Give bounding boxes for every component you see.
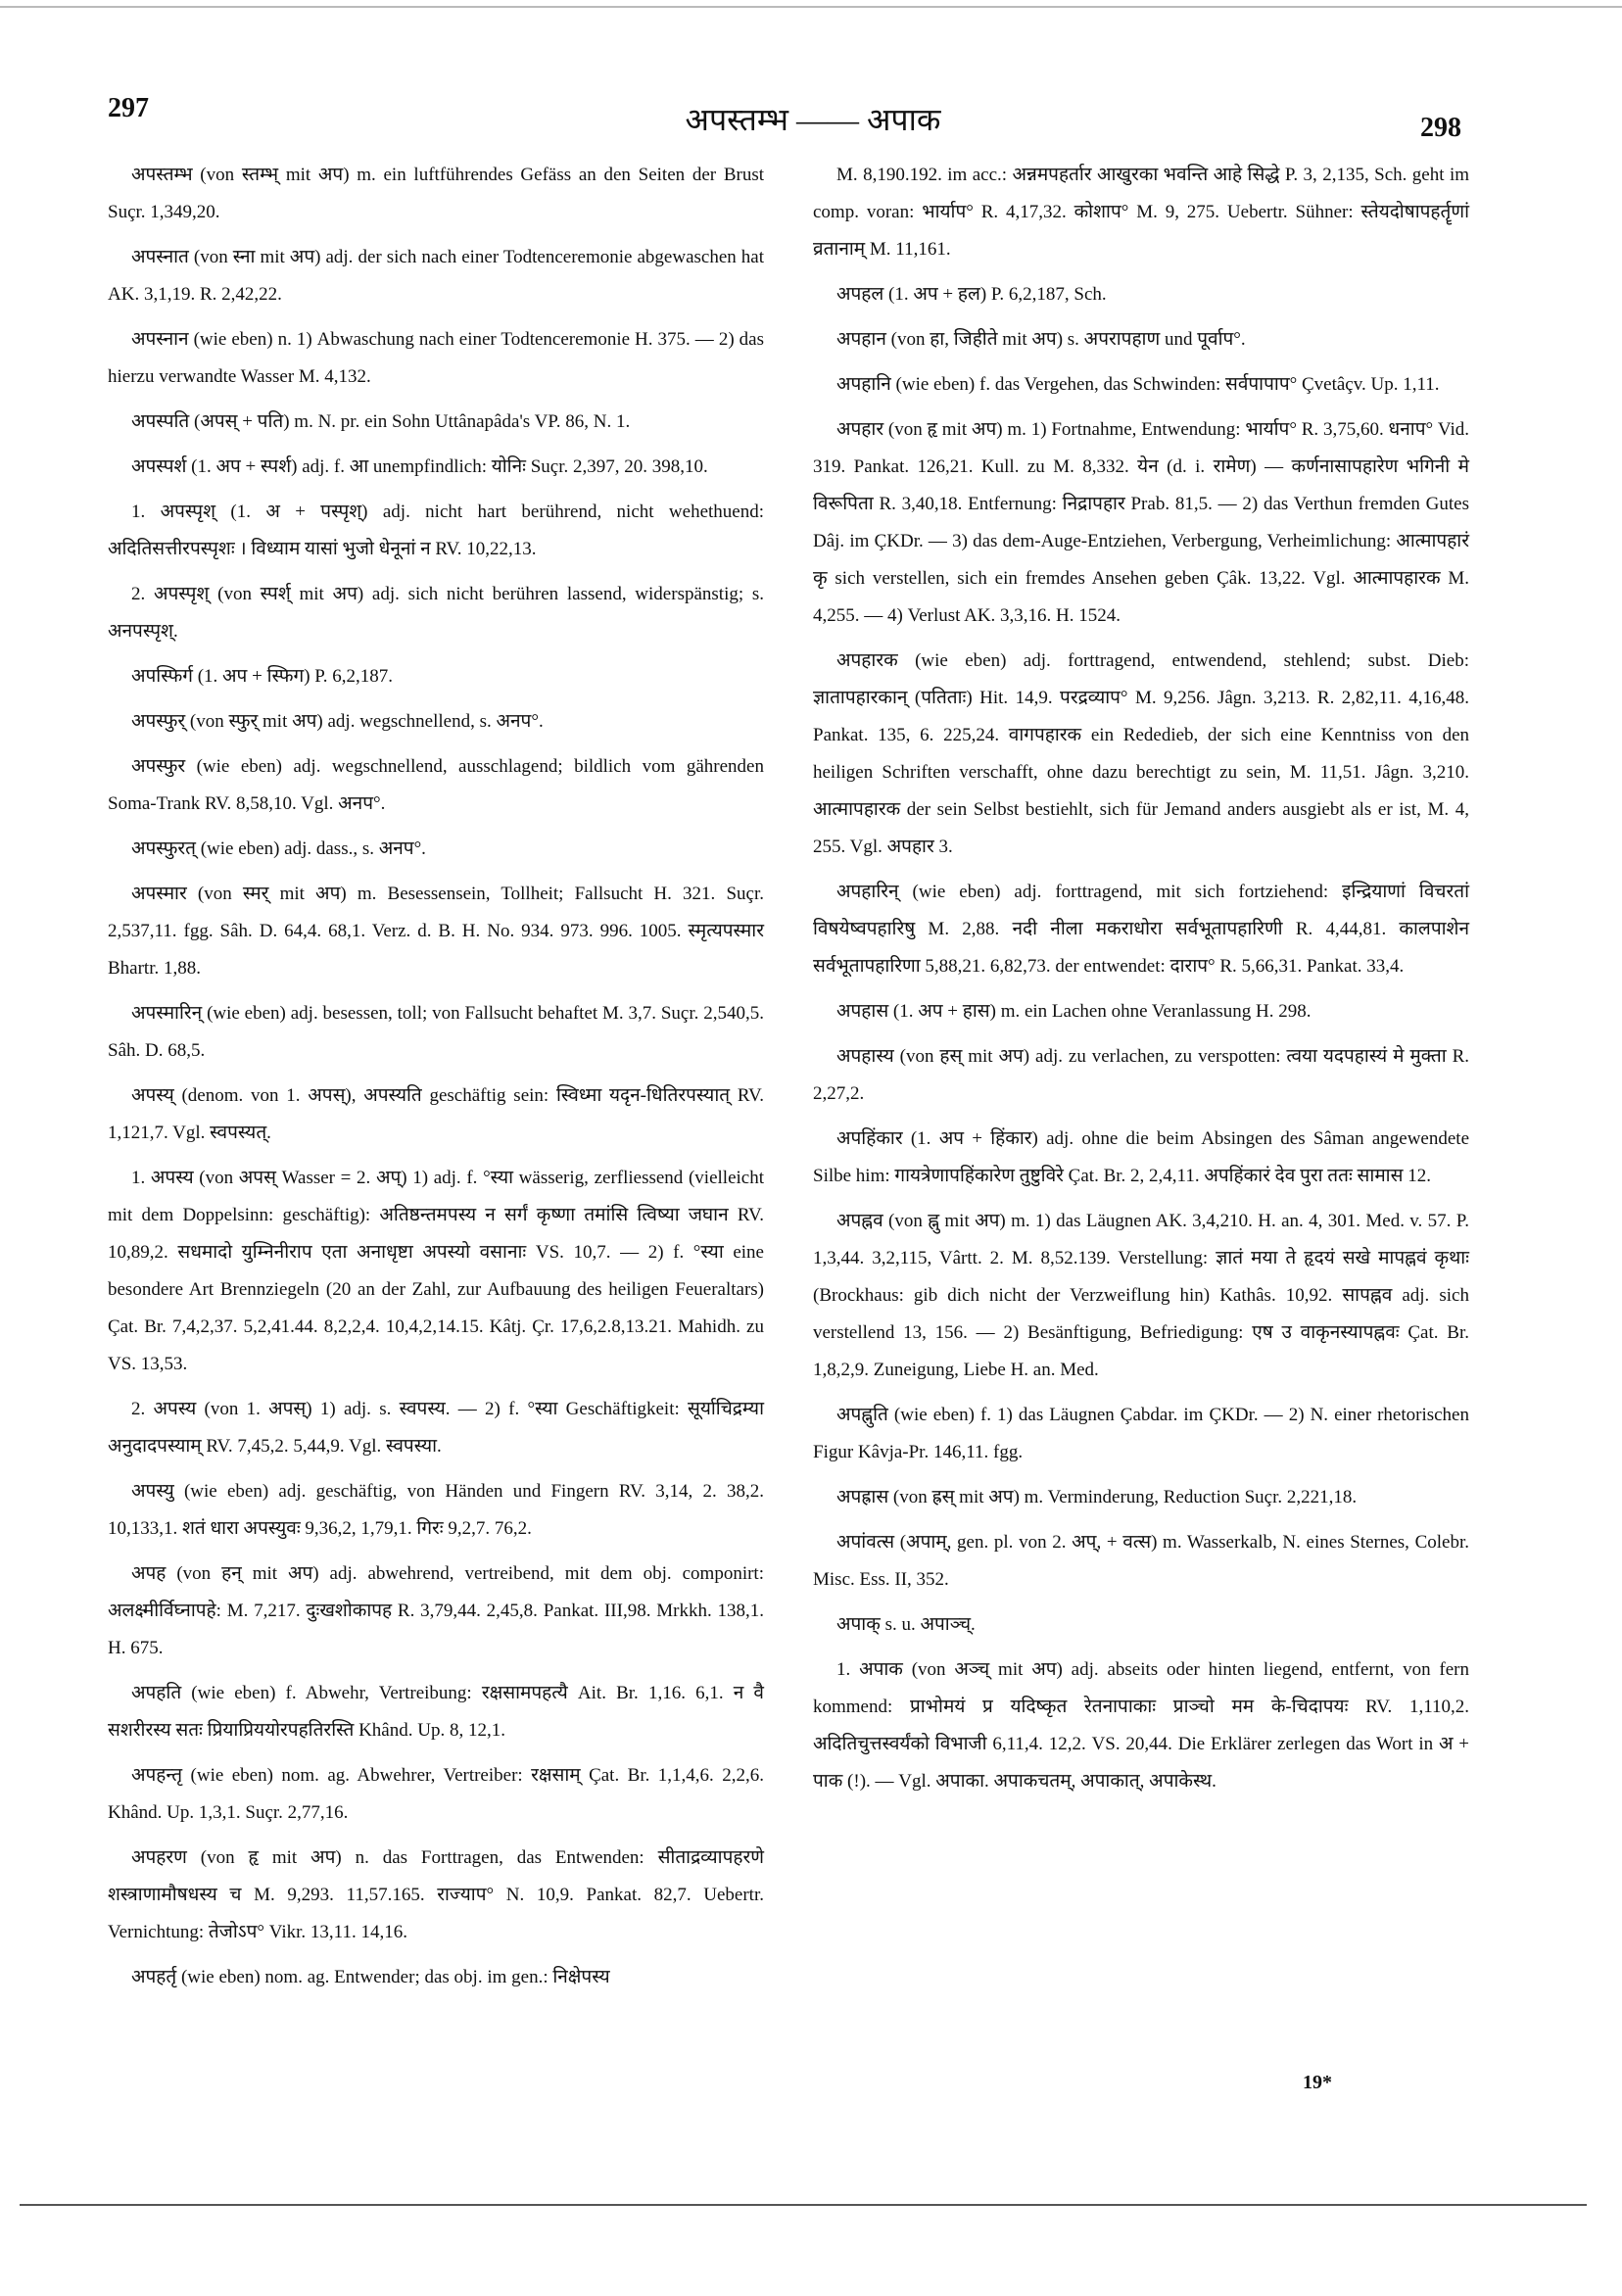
- dictionary-entry: अपस्यु (wie eben) adj. geschäftig, von Händen und Fingern RV. 3,14, 2. 38,2. 10,133,1. शतं धारा अपस्युवः 9,36,2, 1,79,1. गिरः 9,2,7. 76,2.: [108, 1481, 764, 1539]
- dictionary-entry: अपहल (1. अप + हल) P. 6,2,187, Sch.: [836, 284, 1107, 305]
- dictionary-entry: 2. अपस्य (von 1. अपस्) 1) adj. s. स्वपस्य. — 2) f. °स्या Geschäftigkeit: सूर्याचिद्रम्या अनुदादपस्याम् RV. 7,45,2. 5,44,9. Vgl. स्वपस्या.: [108, 1399, 764, 1457]
- dictionary-entry: 1. अपस्य (von अपस् Wasser = 2. अप्) 1) adj. f. °स्या wässerig, zerfliessend (vielleicht mit dem Doppelsinn: geschäftig): अतिष्ठन्तमपस्य न सर्गं कृष्णा तमांसि त्विष्या जघान RV. 10,89,2. सधमादो युम्निनीराप एता अनाधृष्टा अपस्यो वसानाः VS. 10,7. — 2) f. °स्या eine besondere Art Brennziegeln (20 an der Zahl, zur Aufbauung des heiligen Feueraltars) Çat. Br. 7,4,2,37. 5,2,41.44. 8,2,2,4. 10,4,2,14.15. Kâtj. Çr. 17,6,2.8,13.21. Mahidh. zu VS. 13,53.: [108, 1168, 764, 1374]
- bottom-rule: [20, 2204, 1587, 2206]
- dictionary-entry: अपहरण (von हृ mit अप) n. das Forttragen, das Entwenden: सीताद्रव्यापहरणे शस्त्राणामौषधस्य च M. 9,293. 11,57.165. राज्याप° N. 10,9. Pankat. 82,7. Uebertr. Vernichtung: तेजोऽप° Vikr. 13,11. 14,16.: [108, 1847, 764, 1942]
- dictionary-entry: अपहर्तृ (wie eben) nom. ag. Entwender; das obj. im gen.: निक्षेपस्य: [131, 1967, 610, 1987]
- dictionary-entry: अपस्नान (wie eben) n. 1) Abwaschung nach einer Todtenceremonie H. 375. — 2) das hierzu verwandte Wasser M. 4,132.: [108, 329, 764, 387]
- dictionary-entry: अपहास्य (von हस् mit अप) adj. zu verlachen, zu verspotten: त्वया यदपहास्यं मे मुक्ता R. 2,27,2.: [813, 1046, 1469, 1104]
- dictionary-entry: अपहान (von हा, जिहीते mit अप) s. अपरापहाण und पूर्वाप°.: [836, 329, 1246, 350]
- right-column: [813, 157, 1469, 1808]
- dictionary-entry: M. 8,190.192. im acc.: अन्नमपहर्तार आखुरका भवन्ति आहे सिद्धे P. 3, 2,135, Sch. geht im comp. voran: भार्याप° R. 4,17,32. कोशाप° M. 9, 275. Uebertr. Sühner: स्तेयदोषापहर्तॄणां व्रतानाम् M. 11,161.: [813, 165, 1469, 260]
- dictionary-entry: अपस्य् (denom. von 1. अपस्), अपस्यति geschäftig sein: स्विध्मा यदृन-धितिरपस्यात् RV. 1,121,7. Vgl. स्वपस्यत्.: [108, 1085, 764, 1143]
- dictionary-entry: अपाक् s. u. अपाञ्च्.: [836, 1614, 976, 1635]
- left-column: [108, 157, 764, 2004]
- dictionary-entry: अपहति (wie eben) f. Abwehr, Vertreibung: रक्षसामपहत्यै Ait. Br. 1,16. 6,1. न वै सशरीरस्य सतः प्रियाप्रिययोरपहतिरस्ति Khând. Up. 8, 12,1.: [108, 1683, 764, 1741]
- dictionary-entry: अपह्रास (von ह्रस् mit अप) m. Verminderung, Reduction Suçr. 2,221,18.: [836, 1487, 1358, 1507]
- dictionary-entry: अपस्मार (von स्मर् mit अप) m. Besessensein, Tollheit; Fallsucht H. 321. Suçr. 2,537,11. fgg. Sâh. D. 64,4. 68,1. Verz. d. B. H. No. 934. 973. 996. 1005. स्मृत्यपस्मार Bhartr. 1,88.: [108, 884, 764, 979]
- dictionary-entry: अपह्नव (von ह्नु mit अप) m. 1) das Läugnen AK. 3,4,210. H. an. 4, 301. Med. v. 57. P. 1,3,44. 3,2,115, Vârtt. 2. M. 8,52.139. Verstellung: ज्ञातं मया ते हृदयं सखे मापह्नवं कृथाः (Brockhaus: gib dich nicht der Verzweiflung hin) Kathâs. 10,92. सापह्नव adj. sich verstellend 13, 156. — 2) Besänftigung, Befriedigung: एष उ वाकृनस्यापह्नवः Çat. Br. 1,8,2,9. Zuneigung, Liebe H. an. Med.: [813, 1211, 1469, 1380]
- dictionary-entry: अपांवत्स (अपाम्, gen. pl. von 2. अप्, + वत्स) m. Wasserkalb, N. eines Sternes, Colebr. Misc. Ess. II, 352.: [813, 1532, 1469, 1590]
- scan-top-edge: [0, 6, 1622, 8]
- dictionary-entry: अपस्फुर (wie eben) adj. wegschnellend, ausschlagend; bildlich vom gährenden Soma-Trank RV. 8,58,10. Vgl. अनप°.: [108, 756, 764, 814]
- dictionary-entry: अपहास (1. अप + हास) m. ein Lachen ohne Veranlassung H. 298.: [836, 1001, 1312, 1022]
- dictionary-entry: अपहिंकार (1. अप + हिंकार) adj. ohne die beim Absingen des Sâman angewendete Silbe him: गायत्रेणापहिंकारेण तुष्टुविरे Çat. Br. 2, 2,4,11. अपहिंकारं देव पुरा ततः सामास 12.: [813, 1128, 1469, 1186]
- dictionary-entry: अपहानि (wie eben) f. das Vergehen, das Schwinden: सर्वपापाप° Çvetâçv. Up. 1,11.: [836, 374, 1440, 395]
- dictionary-entry: अपस्पति (अपस् + पति) m. N. pr. ein Sohn Uttânapâda's VP. 86, N. 1.: [131, 411, 631, 432]
- page-number-right: 298: [1420, 113, 1461, 143]
- dictionary-entry: अपह्नुति (wie eben) f. 1) das Läugnen Çabdar. im ÇKDr. — 2) N. einer rhetorischen Figur Kâvja-Pr. 146,11. fgg.: [813, 1405, 1469, 1462]
- dictionary-entry: अपस्फिर्ग (1. अप + स्फिग) P. 6,2,187.: [131, 666, 394, 687]
- dictionary-entry: अपहार (von हृ mit अप) m. 1) Fortnahme, Entwendung: भार्याप° R. 3,75,60. धनाप° Vid. 319. Pankat. 126,21. Kull. zu M. 8,332. येन (d. i. रामेण) — कर्णनासापहारेण भगिनी मे विरूपिता R. 3,40,18. Entfernung: निद्रापहार Prab. 81,5. — 2) das Verthun fremden Gutes Dâj. im ÇKDr. — 3) das dem-Auge-Entziehen, Verbergung, Verheimlichung: आत्मापहारं कृ sich verstellen, sich ein fremdes Ansehen geben Çâk. 13,22. Vgl. आत्मापहारक M. 4,255. — 4) Verlust AK. 3,3,16. H. 1524.: [813, 419, 1469, 626]
- dictionary-entry: अपस्फुरत् (wie eben) adj. dass., s. अनप°.: [131, 838, 426, 859]
- dictionary-entry: अपह (von हन् mit अप) adj. abwehrend, vertreibend, mit dem obj. componirt: अलक्ष्मीर्विघ्नापहे: M. 7,217. दुःखशोकापह R. 3,79,44. 2,45,8. Pankat. III,98. Mrkkh. 138,1. H. 675.: [108, 1563, 764, 1658]
- page-number-left: 297: [108, 93, 149, 123]
- dictionary-entry: 1. अपस्पृश् (1. अ + पस्पृश्) adj. nicht hart berührend, nicht wehethuend: अदितिसत्तीरपस्पृशः । विध्याम यासां भुजो धेनूनां न RV. 10,22,13.: [108, 502, 764, 559]
- signature-mark: 19*: [1303, 2072, 1332, 2093]
- dictionary-entry: अपहारक (wie eben) adj. forttragend, entwendend, stehlend; subst. Dieb: ज्ञातापहारकान् (पतिताः) Hit. 14,9. परद्रव्याप° M. 9,256. Jâgn. 3,213. R. 2,82,11. 4,16,48. Pankat. 135, 6. 225,24. वागपहारक ein Rededieb, der sich eine Kenntniss von den heiligen Schriften verschafft, ohne dazu berechtigt zu sein, M. 11,51. Jâgn. 3,210. आत्मापहारक der sein Selbst bestiehlt, sich für Jemand anders ausgiebt als er ist, M. 4, 255. Vgl. अपहार 3.: [813, 650, 1469, 857]
- dictionary-entry: 1. अपाक (von अञ्च् mit अप) adj. abseits oder hinten liegend, entfernt, von fern kommend: प्राभोमयं प्र यदिष्कृत रेतनापाकाः प्राञ्चो मम के-चिदापयः RV. 1,110,2. अदितिचुत्तस्वर्यंको विभाजी 6,11,4. 12,2. VS. 20,44. Die Erklärer zerlegen das Wort in अ + पाक (!). — Vgl. अपाका. अपाकचतम्, अपाकात्, अपाकेस्थ.: [813, 1659, 1469, 1792]
- dictionary-entry: अपस्पर्श (1. अप + स्पर्श) adj. f. आ unempfindlich: योनिः Suçr. 2,397, 20. 398,10.: [131, 456, 708, 477]
- dictionary-entry: 2. अपस्पृश् (von स्पर्श् mit अप) adj. sich nicht berühren lassend, widerspänstig; s. अनपस्पृश्.: [108, 584, 764, 642]
- running-head: अपस्तम्भ —— अपाक: [685, 102, 941, 137]
- dictionary-entry: अपहारिन् (wie eben) adj. forttragend, mit sich fortziehend: इन्द्रियाणां विचरतां विषयेष्वपहारिषु M. 2,88. नदी नीला मकराधोरा सर्वभूतापहारिणी R. 4,44,81. कालपाशेन सर्वभूतापहारिणा 5,88,21. 6,82,73. der entwendet: दाराप° R. 5,66,31. Pankat. 33,4.: [813, 882, 1469, 977]
- dictionary-entry: अपहन्तृ (wie eben) nom. ag. Abwehrer, Vertreiber: रक्षसाम् Çat. Br. 1,1,4,6. 2,2,6. Khând. Up. 1,3,1. Suçr. 2,77,16.: [108, 1765, 764, 1823]
- dictionary-entry: अपस्नात (von स्ना mit अप) adj. der sich nach einer Todtenceremonie abgewaschen hat AK. 3,1,19. R. 2,42,22.: [108, 247, 764, 305]
- dictionary-entry: अपस्मारिन् (wie eben) adj. besessen, toll; von Fallsucht behaftet M. 3,7. Suçr. 2,540,5. Sâh. D. 68,5.: [108, 1003, 764, 1061]
- dictionary-entry: अपस्फुर् (von स्फुर् mit अप) adj. wegschnellend, s. अनप°.: [131, 711, 544, 732]
- dictionary-entry: अपस्तम्भ (von स्तम्भ् mit अप) m. ein luftführendes Gefäss an den Seiten der Brust Suçr. 1,349,20.: [108, 165, 764, 222]
